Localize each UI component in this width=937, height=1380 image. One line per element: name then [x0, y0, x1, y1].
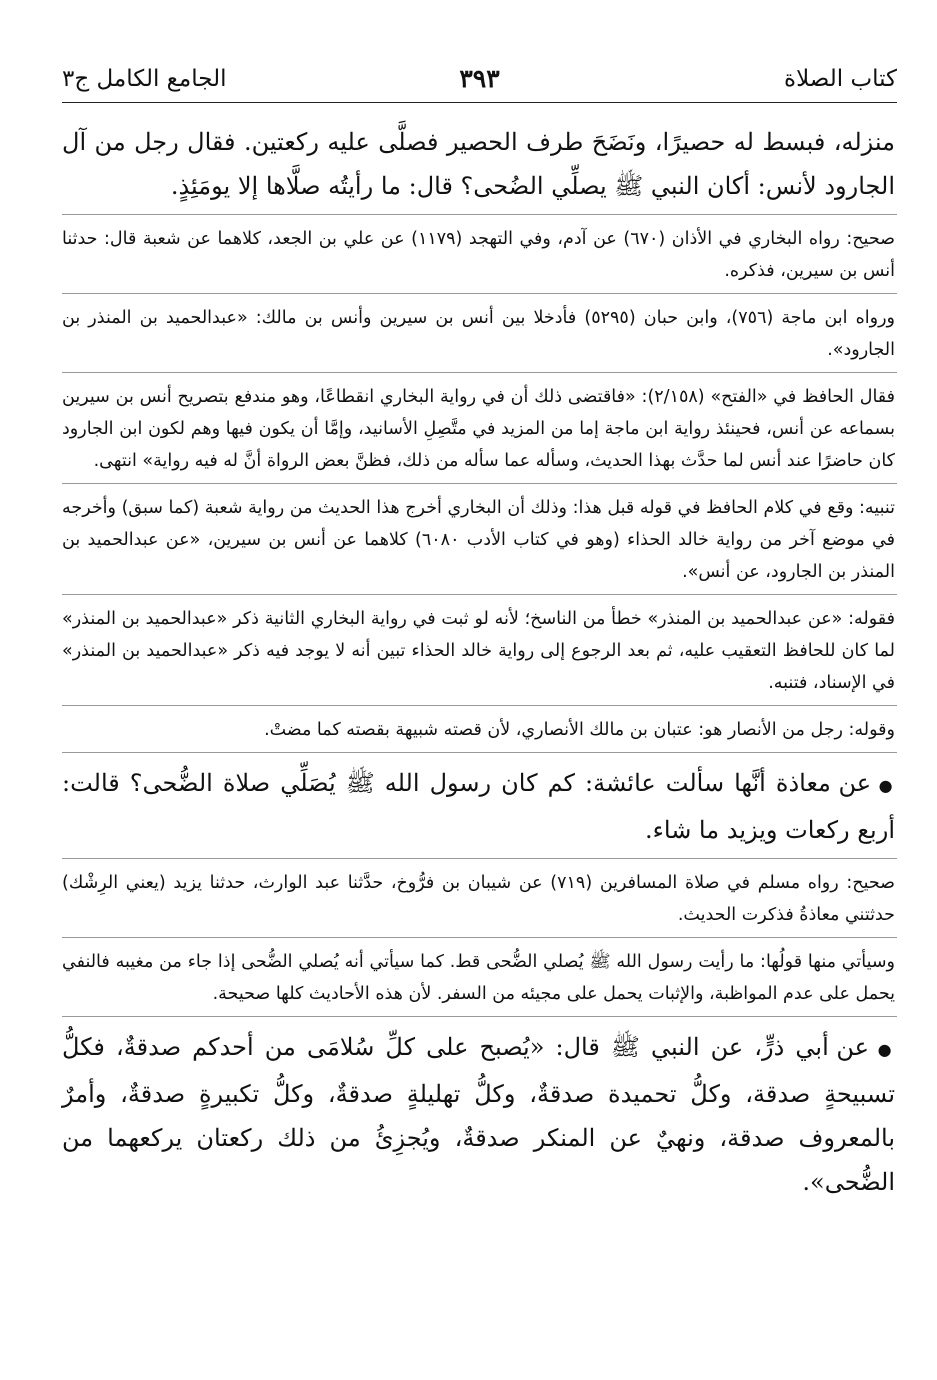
- chapter-title: كتاب الصلاة: [784, 66, 897, 92]
- hadith-text: منزله، فبسط له حصيرًا، ونَضَحَ طرف الحصير فصلَّى عليه ركعتين. فقال رجل من آل الجارود لأنس: أكان النبي ﷺ يصلِّي الضُحى؟ قال: ما رأيتُه صلَّاها إلا يومَئِذٍ.: [62, 120, 897, 215]
- book-title: الجامع الكامل ج٣: [62, 66, 227, 92]
- commentary-paragraph: وسيأتي منها قولُها: ما رأيت رسول الله ﷺ يُصلي الضُّحى قط. كما سيأتي أنه يُصلي الضُّحى إذا جاء من مغيبه فالنفي يحمل على عدم المواظبة، والإثبات يحمل على مجيئه من السفر. لأن هذه الأحاديث كلها صحيحة.: [62, 946, 897, 1017]
- hadith-text: ● عن أبي ذرٍّ، عن النبي ﷺ قال: «يُصبح على كلِّ سُلامَى من أحدكم صدقةٌ، فكلُّ تسبيحةٍ صدقة، وكلُّ تحميدة صدقةٌ، وكلُّ تهليلةٍ صدقةٌ، وكلُّ تكبيرةٍ صدقةٌ، وأمرٌ بالمعروف صدقة، ونهيٌ عن المنكر صدقةٌ، ويُجزِئُ من ذلك ركعتان يركعهما من الضُّحى».: [62, 1025, 897, 1210]
- page-header: [62, 58, 897, 103]
- commentary-paragraph: تنبيه: وقع في كلام الحافظ في قوله قبل هذا: وذلك أن البخاري أخرج هذا الحديث من رواية شعبة (كما سبق) وأخرجه في موضع آخر من رواية خالد الحذاء (وهو في كتاب الأدب ٦٠٨٠) كلاهما عن أنس بن سيرين، «عن عبدالحميد بن المنذر بن الجارود، عن أنس».: [62, 492, 897, 595]
- hadith-text: ● عن معاذة أنَّها سألت عائشة: كم كان رسول الله ﷺ يُصَلِّي صلاة الضُّحى؟ قالت: أربع ركعات ويزيد ما شاء.: [62, 761, 897, 859]
- commentary-paragraph: ورواه ابن ماجة (٧٥٦)، وابن حبان (٥٢٩٥) فأدخلا بين أنس بن سيرين وأنس بن مالك: «عبدالحميد بن المنذر بن الجارود».: [62, 302, 897, 373]
- commentary-paragraph: وقوله: رجل من الأنصار هو: عتبان بن مالك الأنصاري، لأن قصته شبيهة بقصته كما مضتْ.: [62, 714, 897, 753]
- commentary-paragraph: فقوله: «عن عبدالحميد بن المنذر» خطأ من الناسخ؛ لأنه لو ثبت في رواية البخاري الثانية ذكر «عبدالحميد بن المنذر» لما كان للحافظ التعقيب عليه، ثم بعد الرجوع إلى رواية خالد الحذاء تبين أنه لا يوجد فيه ذكر «عبدالحميد بن المنذر» في الإسناد، فتنبه.: [62, 603, 897, 706]
- page-body: [62, 120, 897, 1218]
- commentary-paragraph: صحيح: رواه مسلم في صلاة المسافرين (٧١٩) عن شيبان بن فرُّوخ، حدَّثنا عبد الوارث، حدثنا يزيد (يعني الرِشْك) حدثتني معاذةُ فذكرت الحديث.: [62, 867, 897, 938]
- page-number: ٣٩٣: [459, 64, 500, 93]
- commentary-paragraph: فقال الحافظ في «الفتح» (٢/١٥٨): «فاقتضى ذلك أن في رواية البخاري انقطاعًا، وهو مندفع بتصريح أنس بن سيرين بسماعه عن أنس، فحينئذ رواية ابن ماجة إما من المزيد في متَّصِلِ الأسانيد، وإمَّا أن يكون فيها وهم لكون ابن الجارود كان حاضرًا عند أنس لما حدَّث بهذا الحديث، وسأله عما سأله من ذلك، فظنَّ بعض الرواة أنَّ له فيه رواية» انتهى.: [62, 381, 897, 484]
- commentary-paragraph: صحيح: رواه البخاري في الأذان (٦٧٠) عن آدم، وفي التهجد (١١٧٩) عن علي بن الجعد، كلاهما عن شعبة قال: حدثنا أنس بن سيرين، فذكره.: [62, 223, 897, 294]
